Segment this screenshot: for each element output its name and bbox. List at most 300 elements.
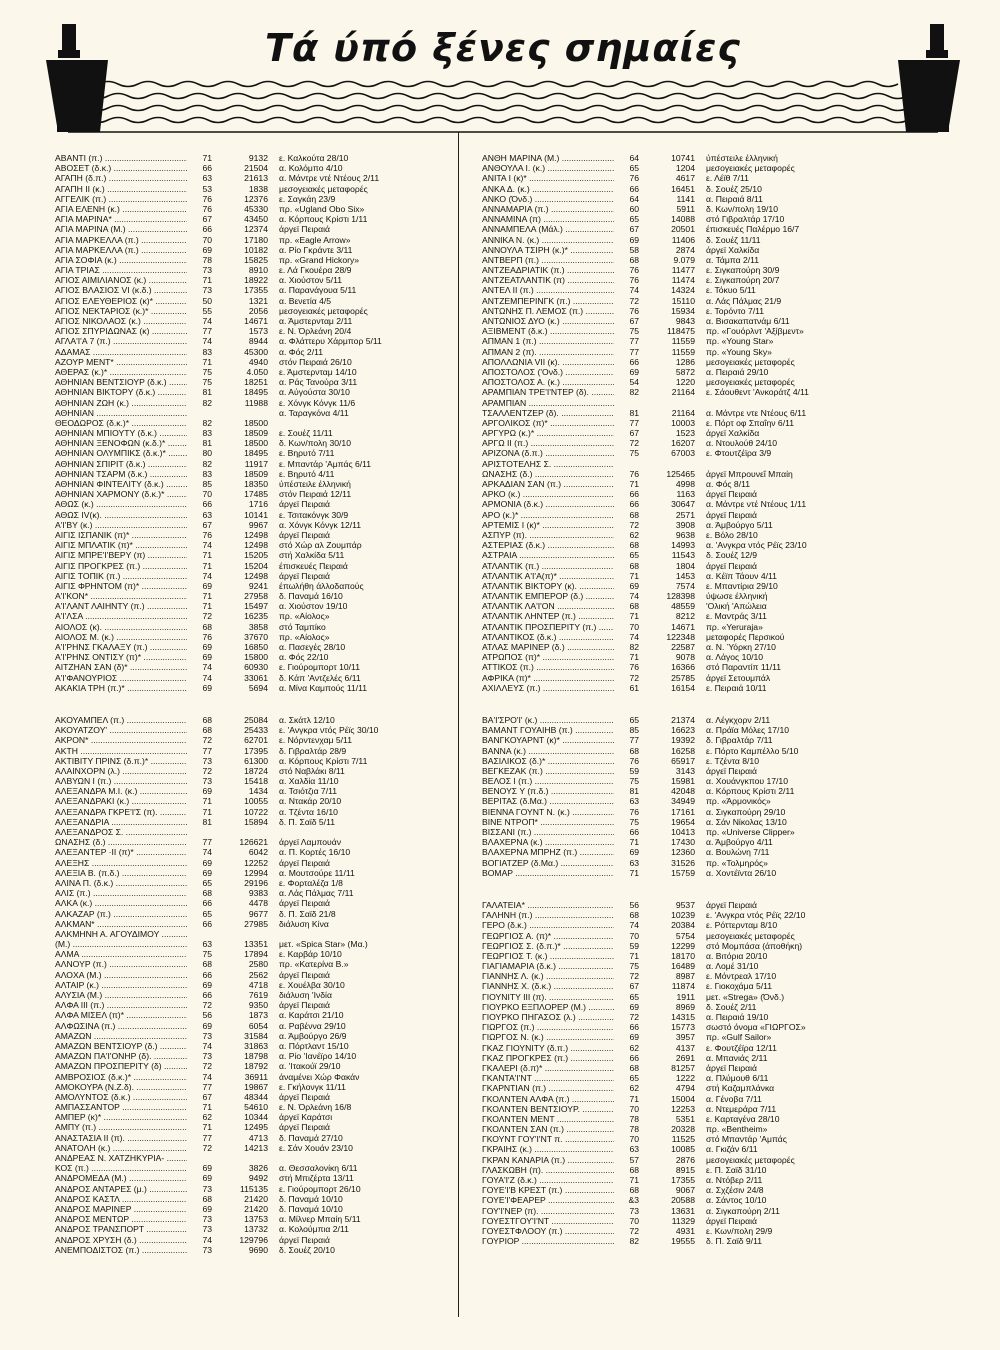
ship-name: ΒΛΑΧΕΡΝΑ (κ.) .....: [482, 837, 614, 847]
tonnage: 10239: [671, 910, 695, 921]
ship-row: [482, 255, 892, 265]
tonnage: 3908: [675, 519, 695, 530]
tonnage: 126621: [239, 837, 268, 848]
spacer: [268, 868, 279, 878]
tonnage: 9.079: [673, 254, 695, 265]
status: μεσογειακές μεταφορές: [279, 305, 368, 316]
year-built: 76: [629, 755, 639, 766]
ship-name: ΑΘΩΣ (κ.) .....: [55, 499, 187, 509]
status: στόν Πειραιά 26/10: [279, 356, 352, 367]
year-built: 72: [202, 765, 212, 776]
status: α. Αύγούστα 30/10: [279, 387, 350, 398]
spacer: [695, 469, 706, 479]
year-built: 66: [202, 224, 212, 235]
ship-row: [482, 601, 892, 611]
ship-row: [55, 735, 465, 745]
ship-row: [482, 326, 892, 336]
year-built: 55: [202, 305, 212, 316]
ship-name: ΑΡΟ (κ.)* .....: [482, 510, 614, 520]
year-built: 75: [202, 949, 212, 960]
tonnage: 1204: [675, 163, 695, 174]
tonnage: 81257: [671, 1062, 695, 1073]
tonnage: 4478: [248, 898, 268, 909]
spacer: [268, 1153, 279, 1163]
ship-name: ΓΚΑΛΕΡΙ (δ.π)* .....: [482, 1063, 614, 1073]
spacer: [695, 766, 706, 776]
spacer: [268, 438, 279, 448]
ship-row: [482, 673, 892, 683]
spacer: [695, 910, 706, 920]
tonnage: 5694: [248, 682, 268, 693]
ship-row: [55, 796, 465, 806]
ship-row: [482, 1206, 892, 1216]
spacer: [695, 1144, 706, 1154]
year-built: 66: [629, 499, 639, 510]
ship-row: [55, 326, 465, 336]
tonnage: 27985: [244, 918, 268, 929]
tonnage: 4.050: [246, 366, 268, 377]
spacer: [695, 951, 706, 961]
year-built: 66: [202, 898, 212, 909]
spacer: [695, 1216, 706, 1226]
year-built: 76: [202, 193, 212, 204]
ship-name: ΑΛΥΣΙΑ (Μ.) .....: [55, 990, 187, 1000]
ship-name: ΑΚΑΚΙΑ ΤΡΗ (π.)* .....: [55, 683, 187, 693]
spacer: [268, 214, 279, 224]
status: πρ. «Young Sky»: [706, 346, 772, 357]
ship-row: [482, 766, 892, 776]
spacer: [268, 194, 279, 204]
spacer: [268, 1072, 279, 1082]
ship-name: ΑΓΙΟΣ ΝΙΚΟΛΑΟΣ (κ.) .....: [55, 316, 187, 326]
year-built: 68: [202, 1193, 212, 1204]
tonnage: 17430: [671, 837, 695, 848]
year-built: 76: [202, 203, 212, 214]
ship-name: ΑΜΑΖΩΝ .....: [55, 1031, 187, 1041]
spacer: [695, 1206, 706, 1216]
ship-row: [482, 581, 892, 591]
status: α. Τζέντα 16/10: [279, 806, 338, 817]
year-built: 82: [629, 1236, 639, 1247]
status: α. Ραβέννα 29/10: [279, 1020, 346, 1031]
spacer: [268, 715, 279, 725]
spacer: [695, 347, 706, 357]
year-built: 63: [629, 857, 639, 868]
status: ε. Χόνγκ Κόνγκ 11/6: [279, 397, 356, 408]
year-built: 85: [629, 725, 639, 736]
tonnage: 3957: [675, 1032, 695, 1043]
spacer: [268, 1000, 279, 1010]
spacer: [695, 632, 706, 642]
spacer: [268, 1041, 279, 1051]
ship-row: [482, 746, 892, 756]
ship-row: [482, 357, 892, 367]
year-built: 73: [202, 1051, 212, 1062]
status: ε. Λά Γκουέρα 28/9: [279, 265, 352, 276]
spacer: [695, 817, 706, 827]
ship-name: ΑΡΜΟΝΙΑ (δ.κ.) .....: [482, 499, 614, 509]
year-built: 69: [629, 1001, 639, 1012]
spacer: [268, 1102, 279, 1112]
year-built: 70: [629, 930, 639, 941]
tonnage: 16366: [671, 662, 695, 673]
ship-name: ΒΑ'Ι'ΣΡΟ'Ι' (κ.) .....: [482, 715, 614, 725]
year-built: 62: [202, 1112, 212, 1123]
ship-name: ΑΛΦΑ ΜΙΣΕΛ (π)* .....: [55, 1010, 187, 1020]
spacer: [695, 941, 706, 951]
year-built: 75: [202, 366, 212, 377]
year-built: 68: [202, 621, 212, 632]
tonnage: 14088: [671, 214, 695, 225]
year-built: 74: [202, 672, 212, 683]
year-built: 69: [629, 234, 639, 245]
ship-row: [482, 561, 892, 571]
ship-row: [482, 1032, 892, 1042]
ship-name: ΑΛΕΞΗΣ .....: [55, 858, 187, 868]
tonnage: 29196: [244, 877, 268, 888]
ship-name: ΑΛΙΝΑ Π. (δ.κ.) .....: [55, 878, 187, 888]
ship-name: ΒΕΝΟΥΣ Υ (π.δ.) .....: [482, 786, 614, 796]
ship-row: [55, 1102, 465, 1112]
ship-name: ΑΤΛΑΝΤΙΚΟΣ (δ.κ.) .....: [482, 632, 614, 642]
tonnage: 11477: [671, 265, 695, 276]
spacer: [695, 591, 706, 601]
ship-name: ΑΘΗΝΙΑΝ ΖΩΗ (κ.) .....: [55, 398, 187, 408]
ship-name: ΑΓΓΕΛΙΚ (π.) .....: [55, 194, 187, 204]
year-built: 65: [629, 1073, 639, 1084]
ship-row: [55, 980, 465, 990]
spacer: [268, 817, 279, 827]
ship-row: [482, 1185, 892, 1195]
spacer: [695, 418, 706, 428]
status: ε. Γκήλονγκ 11/11: [279, 1081, 346, 1092]
year-built: 69: [202, 857, 212, 868]
ship-row: [55, 601, 465, 611]
ship-name: ΑΙΓΙΣ ΦΡΗΝΤΟΜ (π)* .....: [55, 581, 187, 591]
ship-name: ΑΛΟΧΑ (Μ.) .....: [55, 970, 187, 980]
ship-section: [482, 900, 892, 1246]
status: δ. Σουέζ 11/11: [706, 234, 761, 245]
ship-name: ΑΣΤΕΡΙΑΣ (δ.κ.) .....: [482, 540, 614, 550]
ship-name: ΑΓΑΠΗ (δ.π.) .....: [55, 173, 187, 183]
year-built: 64: [629, 193, 639, 204]
tonnage: 15204: [244, 560, 268, 571]
tonnage: 7619: [248, 990, 268, 1000]
ship-name: ΑΧΙΛΛΕΥΣ (π.) .....: [482, 683, 614, 693]
status: α. Ταραγκόνα 4/11: [279, 407, 349, 418]
ship-name: ΑΙΓΙΣ ΤΟΠΙΚ (π.) .....: [55, 571, 187, 581]
ship-row: [55, 970, 465, 980]
tonnage: 13351: [244, 939, 268, 950]
year-built: 66: [202, 990, 212, 1000]
ship-row: [482, 715, 892, 725]
spacer: [268, 1021, 279, 1031]
tonnage: 12498: [244, 570, 268, 581]
tonnage: 62701: [244, 735, 268, 746]
year-built: 83: [202, 468, 212, 479]
year-built: 69: [202, 1203, 212, 1214]
ship-name: ΑΓΙΑ ΜΑΡΚΕΛΛΑ (π.) .....: [55, 245, 187, 255]
ship-name: ΑΛΑΙΝΧΟΡΝ (λ.) .....: [55, 766, 187, 776]
spacer: [695, 285, 706, 295]
ship-row: [55, 438, 465, 448]
spacer: [268, 929, 279, 939]
tonnage: 1523: [675, 428, 695, 439]
year-built: 72: [202, 611, 212, 622]
ship-name: ΑΝΤΖΕΑΤΛΑΝΤΙΚ (π) .....: [482, 275, 614, 285]
spacer: [695, 931, 706, 941]
spacer: [268, 1173, 279, 1183]
year-built: 65: [629, 214, 639, 225]
spacer: [268, 520, 279, 530]
tonnage: 10182: [244, 244, 268, 255]
ship-name: ΑΝΚΑ Δ. (κ.) .....: [482, 184, 614, 194]
tonnage: 16258: [671, 745, 695, 756]
year-built: [187, 408, 212, 418]
ship-row: [482, 776, 892, 786]
ship-name: ΑΤΛΑΝΤΙΚ ΛΗΝΤΕΡ (π.) .....: [482, 611, 614, 621]
ship-row: [55, 448, 465, 458]
ship-name: Α'Ι'ΡΗΝΣ ΟΝΤΙΣΥ (π)* .....: [55, 652, 187, 662]
ship-row: [55, 418, 465, 428]
status: πρ. «Γουόρλντ 'Αξίβμεντ»: [706, 326, 804, 337]
spacer: [268, 601, 279, 611]
year-built: 63: [202, 509, 212, 520]
year-built: 74: [202, 1234, 212, 1245]
spacer: [695, 900, 706, 910]
tonnage: 14213: [244, 1142, 268, 1153]
spacer: [268, 949, 279, 959]
tonnage: 8944: [248, 336, 268, 347]
ship-row: [482, 163, 892, 173]
status: α. Κόρπους Κρίστι 1/11: [279, 214, 368, 225]
ship-name: ΑΤΡΩΠΟΣ (π)* .....: [482, 652, 614, 662]
ship-row: [482, 540, 892, 550]
tonnage: 65917: [671, 755, 695, 766]
ship-row: [55, 786, 465, 796]
spacer: [695, 357, 706, 367]
ship-name: ΓΕΩΡΓΙΟΣ Τ. (κ.) .....: [482, 951, 614, 961]
tonnage: 15004: [671, 1093, 695, 1104]
ship-row: [55, 265, 465, 275]
year-built: 53: [202, 183, 212, 194]
status: ε. Π. Σαϊδ 31/10: [706, 1164, 767, 1175]
ship-row: [482, 868, 892, 878]
tonnage: 13753: [244, 1214, 268, 1225]
tonnage: 6042: [248, 847, 268, 858]
year-built: 72: [202, 1000, 212, 1011]
tonnage: 1838: [248, 183, 268, 194]
year-built: 73: [202, 285, 212, 296]
year-built: 77: [202, 1132, 212, 1143]
status: άργεϊ Πειραιά: [706, 560, 757, 571]
tonnage: 19392: [671, 735, 695, 746]
status: [279, 1153, 459, 1163]
spacer: [268, 683, 279, 693]
status: α. Πόρτλαντ 15/10: [279, 1040, 349, 1051]
status: ε. Κων/πολη 29/9: [706, 1225, 773, 1236]
year-built: 67: [202, 1091, 212, 1102]
year-built: 78: [202, 254, 212, 265]
ship-name: ΑΙΟΛΟΣ (κ). .....: [55, 622, 187, 632]
spacer: [695, 1114, 706, 1124]
spacer: [695, 184, 706, 194]
tonnage: [639, 459, 695, 469]
status: [279, 827, 459, 837]
status: α. Σιγκαπούρη 29/10: [706, 806, 786, 817]
year-built: 68: [629, 745, 639, 756]
ship-name: ΒΕΛΟΣ Ι (π.) .....: [482, 776, 614, 786]
spacer: [268, 1224, 279, 1234]
status: πρ. «Ugland Obo Six»: [279, 203, 365, 214]
status: δ. Παναμά 10/10: [279, 1193, 343, 1204]
tonnage: 16850: [244, 642, 268, 652]
year-built: 76: [629, 305, 639, 316]
tonnage: 31584: [244, 1030, 268, 1041]
ship-row: [55, 888, 465, 898]
year-built: 73: [202, 1183, 212, 1194]
year-built: 69: [202, 1173, 212, 1184]
ship-row: [482, 1083, 892, 1093]
status: πρ. «Αίολος»: [279, 631, 330, 642]
ship-row: [482, 827, 892, 837]
year-built: 71: [202, 806, 212, 817]
year-built: 73: [202, 1244, 212, 1255]
ship-row: [55, 194, 465, 204]
spacer: [268, 725, 279, 735]
tonnage: 5911: [676, 203, 695, 214]
tonnage: 13732: [244, 1224, 268, 1235]
status: διάλυση Κίνα: [279, 918, 329, 929]
ship-row: [482, 418, 892, 428]
spacer: [268, 673, 279, 683]
status: άναμένει Χώρ Φακάν: [279, 1071, 360, 1082]
status: α. Φλάττερυ Χάρμπορ 5/11: [279, 336, 382, 347]
tonnage: 12376: [244, 193, 268, 204]
ship-name: ΓΚΑΖ ΠΡΟΓΚΡΕΣ (π.) .....: [482, 1053, 614, 1063]
spacer: [695, 479, 706, 489]
ship-row: [55, 1031, 465, 1041]
ship-row: [55, 939, 465, 949]
ship-row: [482, 992, 892, 1002]
spacer: [268, 652, 279, 662]
status: άργεϊ Πειραιά: [706, 489, 757, 500]
tonnage: 1220: [675, 377, 695, 388]
spacer: [268, 959, 279, 969]
year-built: 76: [202, 631, 212, 642]
ship-name: ΑΘΗΝΙΑΝ ΒΕΝΤΣΙΟΥΡ (δ.κ.) .....: [55, 377, 187, 387]
tonnage: 12252: [244, 857, 268, 868]
status: στό Μομπάσα (άποθήκη): [706, 940, 803, 951]
spacer: [695, 224, 706, 234]
spacer: [268, 367, 279, 377]
ship-name: ΑΘΕΡΑΣ (κ.)* .....: [55, 367, 187, 377]
status: στό Μπαντάρ 'Αμπάς: [706, 1134, 787, 1145]
year-built: 77: [629, 346, 639, 357]
year-built: 72: [629, 1012, 639, 1022]
ship-row: [55, 1235, 465, 1245]
tonnage: 14324: [671, 285, 695, 296]
ship-name: ΑΜΑΖΩΝ ΠΑ'Ι'ΟΝΗΡ (δ). .....: [55, 1051, 187, 1061]
ship-name: ΑΛΒΥΩΝ Ι (π.) .....: [55, 776, 187, 786]
ship-name: ΑΞΙΒΜΕΝΤ (δ.κ.) .....: [482, 326, 614, 336]
spacer: [268, 306, 279, 316]
year-built: 81: [202, 387, 212, 398]
tonnage: 9690: [248, 1244, 268, 1255]
ship-name: ΑΔΑΜΑΣ .....: [55, 347, 187, 357]
tonnage: 17894: [244, 949, 268, 960]
year-built: 74: [629, 285, 639, 296]
spacer: [268, 255, 279, 265]
status: δ. Σουέζ 12/9: [706, 550, 758, 561]
year-built: 72: [629, 672, 639, 683]
tonnage: 9132: [248, 153, 268, 163]
status: πρ. «Άρμονικός»: [706, 796, 771, 807]
ship-row: [55, 571, 465, 581]
ship-section: [55, 153, 465, 693]
status: α. Ν. Ύόρκη 27/10: [706, 642, 776, 652]
year-built: 75: [629, 326, 639, 337]
status: μετ. «Strega» (Όνδ.): [706, 991, 785, 1002]
year-built: 71: [202, 560, 212, 571]
status: ε. 'Ανγκρα ντός Ρέϊς 30/10: [279, 725, 379, 736]
ship-row: [55, 1051, 465, 1061]
ship-name: ΑΝΝΑΜΑΡΙΑ (π.) .....: [482, 204, 614, 214]
ship-name: ΓΚΟΛΝΤΕΝ ΜΕΝΤ .....: [482, 1114, 614, 1124]
ship-row: [55, 1224, 465, 1234]
status: ε. Φορταλέζα 1/8: [279, 877, 343, 888]
tonnage: 14315: [671, 1012, 695, 1022]
tonnage: 6054: [248, 1020, 268, 1031]
tonnage: 16235: [244, 611, 268, 622]
ship-name: ΓΑΛΑΤΕΙΑ* .....: [482, 900, 614, 910]
tonnage: 10055: [244, 796, 268, 807]
ship-name: ΓΚΑΝΤΑ'Ι'ΝΤ .....: [482, 1073, 614, 1083]
year-built: [614, 398, 639, 408]
ship-row: [55, 817, 465, 827]
year-built: 71: [202, 591, 212, 602]
spacer: [268, 1010, 279, 1020]
tonnage: 8969: [675, 1001, 695, 1012]
ship-row: [55, 1010, 465, 1020]
spacer: [268, 1214, 279, 1224]
status: α. Μπανιάς 2/11: [706, 1052, 768, 1063]
spacer: [695, 796, 706, 806]
status: α. Ντακάρ 20/10: [279, 796, 342, 807]
ship-name: ΑΛΚΜΗΝΗ Α. ΑΓΟΥΔΙΜΟΥ .....: [55, 929, 187, 939]
ship-name: ΑΛΕΞΑΝΔΡΑΚΙ (κ.) .....: [55, 796, 187, 806]
ship-name: ΒΙΝΕ ΝΤΡΟΠ* .....: [482, 817, 614, 827]
ship-name: ΑΛΚΜΑΝ* .....: [55, 919, 187, 929]
status: άργεϊ Πειραιά: [279, 1000, 330, 1011]
year-built: 75: [629, 816, 639, 827]
spacer: [268, 990, 279, 1000]
ship-row: [482, 245, 892, 255]
status: μετ. «Spica Star» (Μα.): [279, 939, 368, 950]
spacer: [268, 611, 279, 621]
spacer: [268, 153, 279, 163]
ship-row: [55, 387, 465, 397]
tonnage: 18495: [244, 387, 268, 398]
ship-name: ΑΛΕΞΑΝΔΡΑ Μ.Ι. (κ.) .....: [55, 786, 187, 796]
spacer: [695, 1053, 706, 1063]
tonnage: 13631: [671, 1205, 695, 1216]
spacer: [268, 847, 279, 857]
tonnage: [212, 827, 268, 837]
tonnage: 21164: [671, 387, 695, 398]
status: έπωλήθη άλλοδαπούς: [279, 580, 364, 591]
spacer: [695, 530, 706, 540]
